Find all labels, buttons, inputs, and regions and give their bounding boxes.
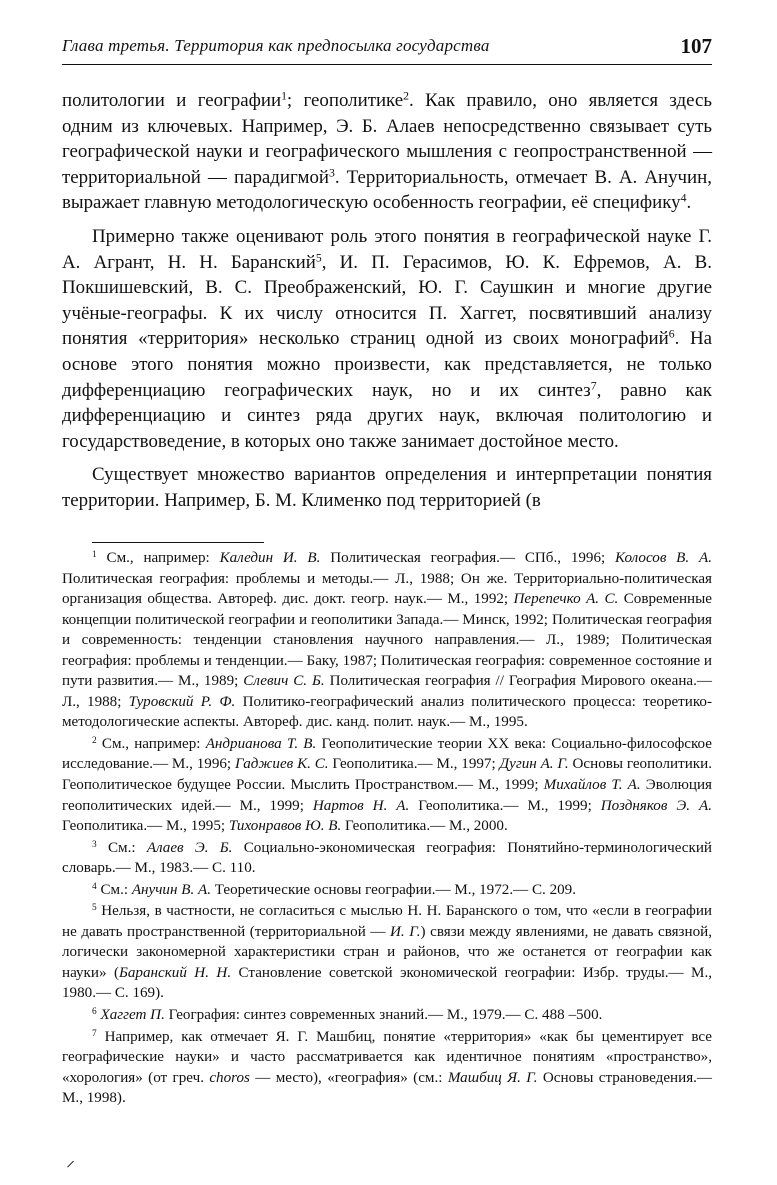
footnote-5 — [62, 901, 712, 1004]
text-run: Политико-географический анализ политического процесса: теоретико-методологические аспекты. Автореф. дис. канд. полит. наук.— М., 1995. — [62, 693, 713, 731]
author-name: Нартов Н. А. — [312, 797, 410, 814]
author-name: Слевич С. Б. — [243, 673, 325, 690]
text-run: Существует множество вариантов определения и интерпретации понятия территории. Например, Б. М. Клименко под территорией (в — [62, 464, 712, 511]
author-name: Дугин А. Г. — [499, 756, 569, 773]
text-run: ) связи между явлениями, не давать связной, логически закономерной характеристики стран и районов, что же останется от географии как науки» ( — [62, 923, 712, 981]
footnote-ref: 7 — [590, 379, 597, 393]
text-run: Политическая география.— СПб., 1996; — [320, 550, 616, 566]
text-run: Геополитика.— М., 1999; — [409, 797, 601, 814]
author-initials: И. Г. — [390, 923, 421, 940]
footnote-ref: 4 — [680, 191, 687, 205]
text-run: Нельзя, в частности, не согласиться с мыслью Н. Н. Баранского о том, что «если в географии не давать пространственной (территориальной — — [62, 903, 712, 940]
author-name: Машбиц Я. Г. — [447, 1069, 538, 1086]
text-run: . Как правило, оно является здесь одним из ключевых. Например, Э. Б. Алаев непосредственно связывает суть географической науки и географического мышления с геопространственной — территориальной — парадигмой — [62, 90, 712, 188]
text-run: Социально-экономическая география: Понятийно-терминологический словарь.— М., 1983.— С. 110. — [62, 839, 712, 877]
paragraph-2 — [62, 224, 712, 454]
text-run: Геополитические теории XX века: Социально-философское исследование.— М., 1996; — [62, 735, 712, 773]
footnote-number: 4 — [92, 881, 97, 892]
text-run: , И. П. Герасимов, Ю. К. Ефремов, А. В. Покшишевский, В. С. Преображенский, Ю. Г. Саушкин и многие другие учёные-географы. К их числу относится П. Хаггет, посвятивший анализу понятия «территория» несколько страниц одной из своих монографий — [62, 251, 712, 350]
page-number: 107 — [680, 34, 712, 58]
footnote-ref: 3 — [329, 166, 335, 180]
author-name: Алаев Э. Б. — [146, 839, 233, 856]
author-name: Каледин И. В. — [219, 550, 321, 566]
footnote-3 — [62, 838, 712, 879]
footnote-number: 5 — [92, 903, 97, 914]
text-run: См.: — [96, 881, 132, 898]
text-run: См.: — [96, 839, 147, 856]
text-run: . На основе этого понятия можно произвести, как представляется, не только дифференциацию географических наук, но и их синтез — [62, 328, 712, 401]
author-name: Перепечко А. С. — [513, 591, 619, 608]
author-name: Андрианова Т. В. — [205, 735, 317, 752]
footnote-ref: 1 — [281, 89, 287, 103]
text-run: Теоретические основы географии.— М., 1972.— С. 209. — [211, 881, 576, 898]
text-run: . — [686, 192, 692, 214]
main-text — [62, 88, 712, 514]
footnote-6 — [62, 1005, 712, 1026]
text-run: См., например: — [96, 550, 220, 566]
author-name: Колосов В. А. — [615, 550, 712, 566]
margin-mark: ⸝ — [66, 1150, 75, 1170]
text-run: , равно как дифференциацию и синтез ряда других наук, включая политологию и государствоведение, в которых оно также занимает достойное место. — [62, 379, 712, 452]
running-title: Глава третья. Территория как предпосылка государства — [62, 36, 490, 55]
footnote-number: 3 — [92, 839, 97, 850]
text-run: Примерно также оценивают роль этого понятия в географической науке Г. А. Агрант, Н. Н. Баранский — [62, 225, 712, 273]
author-name: Поздняков Э. А. — [600, 797, 712, 814]
author-name: Гаджиев К. С. — [234, 756, 329, 773]
footnote-1 — [62, 548, 712, 733]
footnote-7 — [62, 1027, 712, 1109]
text-run: Эволюция геополитических идей.— М., 1999; — [62, 777, 712, 814]
footnote-number: 7 — [92, 1028, 97, 1039]
text-run: См., например: — [96, 735, 206, 752]
header-rule — [62, 64, 712, 65]
footnote-number: 2 — [92, 735, 97, 746]
author-name: Туровский Р. Ф. — [128, 693, 236, 710]
author-name: Тихонравов Ю. В. — [228, 818, 342, 835]
text-run: Геополитика.— М., 2000. — [341, 818, 508, 835]
footnote-number: 6 — [92, 1006, 97, 1017]
footnote-ref: 5 — [315, 251, 322, 265]
paragraph-1 — [62, 88, 712, 216]
text-run: политологии и географии — [62, 90, 282, 111]
text-run: Геополитика.— М., 1995; — [62, 818, 229, 835]
text-run: ; геополитике — [286, 90, 404, 111]
footnote-4 — [62, 880, 712, 901]
footnote-2 — [62, 734, 712, 837]
footnotes — [62, 548, 712, 1109]
text-run: Основы страноведения.— М., 1998). — [62, 1069, 713, 1107]
paragraph-3 — [62, 462, 712, 513]
text-run: Например, как отмечает Я. Г. Машбиц, понятие «территория» «как бы цементирует все географические науки» и часто рассматривается как идентичное понятиям «пространство», «хорология» (от греч. — [62, 1028, 712, 1086]
footnote-ref: 2 — [403, 89, 410, 103]
greek-word: choros — [209, 1069, 250, 1086]
author-name: Анучин В. А. — [131, 881, 212, 898]
footnote-rule — [92, 542, 264, 543]
author-name: Баранский Н. Н. — [118, 964, 232, 981]
text-run: . Территориальность, отмечает В. А. Анучин, выражает главную методологическую особенность географии, её специфику — [62, 166, 712, 214]
text-run: Основы геополитики. Геополитическое будущее России. Мыслить Пространством.— М., 1999; — [62, 756, 712, 794]
text-run: Современные концепции политической географии и геополитики Запада.— Минск, 1992; Политическая география и современность: тенденции становления научного направления.— Л., 1989; Политическая география: проблемы и тенденции.— Баку, 1987; Политическая география: современное состояние и пути развития.— М., 1989; — [62, 591, 712, 690]
author-name: Хаггет П. — [100, 1007, 165, 1024]
text-run: Геополитика.— М., 1997; — [328, 756, 500, 773]
author-name: Михайлов Т. А. — [543, 777, 641, 794]
text-run: — место), «география» (см.: — [249, 1069, 448, 1086]
running-header — [62, 36, 712, 64]
footnote-ref: 6 — [668, 327, 675, 341]
text-run: Политическая география: проблемы и методы.— Л., 1988; Он же. Территориально-политическая организация общества. Автореф. дис. докт. геогр. наук.— М., 1992; — [62, 570, 712, 608]
footnote-number: 1 — [92, 549, 97, 560]
text-run: География: синтез современных знаний.— М., 1979.— С. 488 –500. — [164, 1007, 603, 1024]
text-run: Становление советской экономической географии: Избр. труды.— М., 1980.— С. 169). — [62, 964, 712, 1002]
text-run: Политическая география // География Мирового океана.— Л., 1988; — [62, 673, 712, 710]
